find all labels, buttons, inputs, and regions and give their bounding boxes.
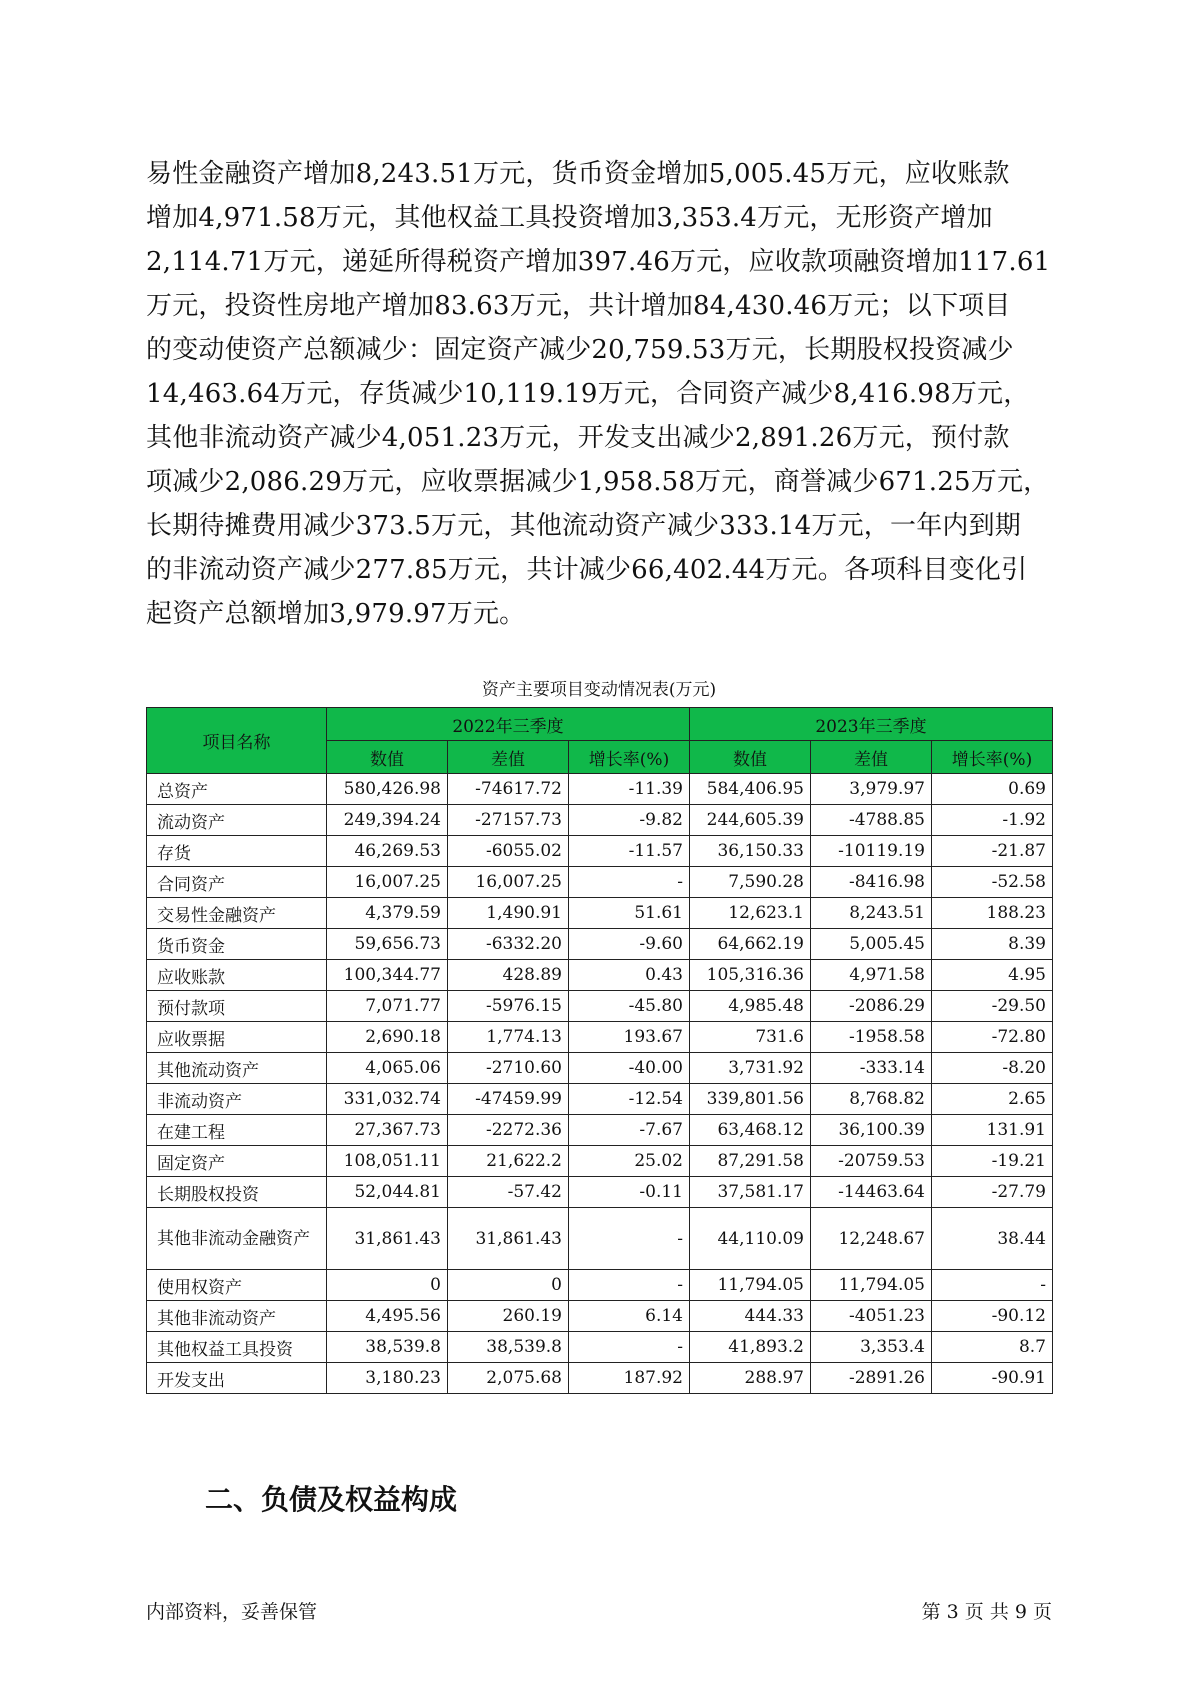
growth-2022-cell: -45.80: [569, 991, 690, 1022]
table-row: [147, 1022, 1053, 1053]
value-2022-cell: 331,032.74: [327, 1084, 448, 1115]
header-item-name: 项目名称: [147, 708, 327, 774]
diff-2022-cell: 1,490.91: [448, 898, 569, 929]
diff-2022-cell: -2710.60: [448, 1053, 569, 1084]
value-2023-cell: 4,985.48: [690, 991, 811, 1022]
diff-2023-cell: -14463.64: [811, 1177, 932, 1208]
value-2023-cell: 11,794.05: [690, 1270, 811, 1301]
item-name-cell: 预付款项: [147, 991, 327, 1022]
paragraph-line: 项减少2,086.29万元，应收票据减少1,958.58万元，商誉减少671.25万元，: [146, 467, 1050, 497]
table-row: [147, 1270, 1053, 1301]
value-2023-cell: 244,605.39: [690, 805, 811, 836]
value-2022-cell: 4,379.59: [327, 898, 448, 929]
value-2023-cell: 37,581.17: [690, 1177, 811, 1208]
diff-2023-cell: -10119.19: [811, 836, 932, 867]
value-2023-cell: 105,316.36: [690, 960, 811, 991]
item-name-cell: 流动资产: [147, 805, 327, 836]
growth-2023-cell: -29.50: [932, 991, 1053, 1022]
growth-2022-cell: -9.60: [569, 929, 690, 960]
diff-2023-cell: 8,243.51: [811, 898, 932, 929]
item-name-cell: 交易性金融资产: [147, 898, 327, 929]
table-row: [147, 1363, 1053, 1394]
value-2023-cell: 41,893.2: [690, 1332, 811, 1363]
value-2022-cell: 7,071.77: [327, 991, 448, 1022]
diff-2022-cell: -2272.36: [448, 1115, 569, 1146]
paragraph-line: 其他非流动资产减少4,051.23万元，开发支出减少2,891.26万元，预付款: [146, 423, 1010, 453]
item-name-cell: 应收票据: [147, 1022, 327, 1053]
table-header: [147, 708, 1053, 774]
diff-2023-cell: -1958.58: [811, 1022, 932, 1053]
value-2023-cell: 64,662.19: [690, 929, 811, 960]
value-2022-cell: 59,656.73: [327, 929, 448, 960]
growth-2023-cell: -27.79: [932, 1177, 1053, 1208]
table-row: [147, 960, 1053, 991]
diff-2022-cell: 1,774.13: [448, 1022, 569, 1053]
growth-2022-cell: 187.92: [569, 1363, 690, 1394]
value-2023-cell: 288.97: [690, 1363, 811, 1394]
growth-2023-cell: 38.44: [932, 1208, 1053, 1270]
table-row: [147, 1146, 1053, 1177]
growth-2022-cell: 6.14: [569, 1301, 690, 1332]
growth-2023-cell: -19.21: [932, 1146, 1053, 1177]
growth-2023-cell: -: [932, 1270, 1053, 1301]
growth-2022-cell: -: [569, 1270, 690, 1301]
paragraph-line: 2,114.71万元，递延所得税资产增加397.46万元，应收款项融资增加117.61: [146, 247, 1051, 277]
value-2023-cell: 444.33: [690, 1301, 811, 1332]
growth-2023-cell: -72.80: [932, 1022, 1053, 1053]
item-name-cell: 存货: [147, 836, 327, 867]
diff-2023-cell: -4051.23: [811, 1301, 932, 1332]
value-2023-cell: 584,406.95: [690, 774, 811, 805]
table-row: [147, 1084, 1053, 1115]
growth-2022-cell: -12.54: [569, 1084, 690, 1115]
paragraph-line: 易性金融资产增加8,243.51万元，货币资金增加5,005.45万元，应收账款: [146, 159, 1010, 189]
diff-2022-cell: -74617.72: [448, 774, 569, 805]
value-2022-cell: 249,394.24: [327, 805, 448, 836]
value-2022-cell: 100,344.77: [327, 960, 448, 991]
value-2022-cell: 52,044.81: [327, 1177, 448, 1208]
growth-2023-cell: 188.23: [932, 898, 1053, 929]
table-row: [147, 991, 1053, 1022]
table-row: [147, 805, 1053, 836]
header-value: 数值: [327, 741, 448, 774]
diff-2022-cell: 38,539.8: [448, 1332, 569, 1363]
item-name-cell: 应收账款: [147, 960, 327, 991]
diff-2023-cell: 3,353.4: [811, 1332, 932, 1363]
value-2022-cell: 31,861.43: [327, 1208, 448, 1270]
growth-2022-cell: 193.67: [569, 1022, 690, 1053]
item-name-cell: 货币资金: [147, 929, 327, 960]
header-value: 数值: [690, 741, 811, 774]
value-2023-cell: 731.6: [690, 1022, 811, 1053]
growth-2022-cell: 0.43: [569, 960, 690, 991]
diff-2023-cell: -20759.53: [811, 1146, 932, 1177]
diff-2022-cell: 0: [448, 1270, 569, 1301]
item-name-cell: 开发支出: [147, 1363, 327, 1394]
growth-2023-cell: -21.87: [932, 836, 1053, 867]
paragraph-line: 长期待摊费用减少373.5万元，其他流动资产减少333.14万元，一年内到期: [146, 511, 1022, 541]
growth-2023-cell: -52.58: [932, 867, 1053, 898]
growth-2023-cell: 8.39: [932, 929, 1053, 960]
diff-2023-cell: -333.14: [811, 1053, 932, 1084]
table-row: [147, 867, 1053, 898]
value-2022-cell: 580,426.98: [327, 774, 448, 805]
table-row: [147, 836, 1053, 867]
growth-2022-cell: -11.57: [569, 836, 690, 867]
diff-2022-cell: 260.19: [448, 1301, 569, 1332]
growth-2022-cell: -11.39: [569, 774, 690, 805]
value-2022-cell: 27,367.73: [327, 1115, 448, 1146]
item-name-cell: 使用权资产: [147, 1270, 327, 1301]
growth-2022-cell: -40.00: [569, 1053, 690, 1084]
diff-2023-cell: 5,005.45: [811, 929, 932, 960]
header-diff: 差值: [811, 741, 932, 774]
value-2022-cell: 108,051.11: [327, 1146, 448, 1177]
diff-2023-cell: 3,979.97: [811, 774, 932, 805]
growth-2022-cell: 51.61: [569, 898, 690, 929]
footer-confidential-note: 内部资料，妥善保管: [146, 1601, 318, 1623]
table-row: [147, 1177, 1053, 1208]
paragraph-line: 14,463.64万元，存货减少10,119.19万元，合同资产减少8,416.98万元，: [146, 379, 1030, 409]
diff-2022-cell: -57.42: [448, 1177, 569, 1208]
diff-2023-cell: -4788.85: [811, 805, 932, 836]
diff-2022-cell: -6332.20: [448, 929, 569, 960]
diff-2023-cell: -2086.29: [811, 991, 932, 1022]
diff-2022-cell: 31,861.43: [448, 1208, 569, 1270]
growth-2022-cell: 25.02: [569, 1146, 690, 1177]
growth-2023-cell: 0.69: [932, 774, 1053, 805]
diff-2023-cell: 36,100.39: [811, 1115, 932, 1146]
value-2023-cell: 36,150.33: [690, 836, 811, 867]
growth-2023-cell: 8.7: [932, 1332, 1053, 1363]
growth-2023-cell: 4.95: [932, 960, 1053, 991]
paragraph-line: 增加4,971.58万元，其他权益工具投资增加3,353.4万元，无形资产增加: [146, 203, 993, 233]
growth-2022-cell: -0.11: [569, 1177, 690, 1208]
table-caption: 资产主要项目变动情况表(万元): [481, 680, 717, 700]
value-2022-cell: 0: [327, 1270, 448, 1301]
paragraph-line: 的变动使资产总额减少：固定资产减少20,759.53万元，长期股权投资减少: [146, 335, 1014, 365]
diff-2022-cell: 2,075.68: [448, 1363, 569, 1394]
diff-2022-cell: -47459.99: [448, 1084, 569, 1115]
header-period-2022: 2022年三季度: [327, 708, 690, 741]
diff-2022-cell: -27157.73: [448, 805, 569, 836]
header-growth: 增长率(%): [569, 741, 690, 774]
value-2023-cell: 7,590.28: [690, 867, 811, 898]
value-2022-cell: 4,065.06: [327, 1053, 448, 1084]
growth-2023-cell: -90.91: [932, 1363, 1053, 1394]
diff-2023-cell: 11,794.05: [811, 1270, 932, 1301]
body-paragraph: [146, 152, 1051, 636]
table-row: [147, 774, 1053, 805]
growth-2023-cell: -90.12: [932, 1301, 1053, 1332]
section-title: 二、负债及权益构成: [205, 1483, 458, 1516]
growth-2023-cell: -8.20: [932, 1053, 1053, 1084]
header-diff: 差值: [448, 741, 569, 774]
growth-2022-cell: -: [569, 1332, 690, 1363]
diff-2022-cell: 16,007.25: [448, 867, 569, 898]
growth-2023-cell: 131.91: [932, 1115, 1053, 1146]
diff-2023-cell: 4,971.58: [811, 960, 932, 991]
table-body: [147, 774, 1053, 1394]
header-growth: 增长率(%): [932, 741, 1053, 774]
diff-2023-cell: 8,768.82: [811, 1084, 932, 1115]
paragraph-line: 的非流动资产减少277.85万元，共计减少66,402.44万元。各项科目变化引: [146, 555, 1028, 585]
item-name-cell: 其他流动资产: [147, 1053, 327, 1084]
diff-2022-cell: -5976.15: [448, 991, 569, 1022]
value-2022-cell: 46,269.53: [327, 836, 448, 867]
value-2022-cell: 4,495.56: [327, 1301, 448, 1332]
item-name-cell: 其他非流动金融资产: [147, 1208, 327, 1270]
table-row: [147, 898, 1053, 929]
diff-2023-cell: -2891.26: [811, 1363, 932, 1394]
item-name-cell: 长期股权投资: [147, 1177, 327, 1208]
value-2022-cell: 38,539.8: [327, 1332, 448, 1363]
item-name-cell: 合同资产: [147, 867, 327, 898]
item-name-cell: 固定资产: [147, 1146, 327, 1177]
diff-2022-cell: -6055.02: [448, 836, 569, 867]
value-2023-cell: 3,731.92: [690, 1053, 811, 1084]
footer-page-number: 第 3 页 共 9 页: [921, 1601, 1052, 1623]
value-2023-cell: 12,623.1: [690, 898, 811, 929]
growth-2023-cell: 2.65: [932, 1084, 1053, 1115]
table-row: [147, 1332, 1053, 1363]
item-name-cell: 其他权益工具投资: [147, 1332, 327, 1363]
item-name-cell: 总资产: [147, 774, 327, 805]
table-row: [147, 1115, 1053, 1146]
table-row: [147, 1208, 1053, 1270]
value-2023-cell: 63,468.12: [690, 1115, 811, 1146]
value-2023-cell: 44,110.09: [690, 1208, 811, 1270]
growth-2022-cell: -7.67: [569, 1115, 690, 1146]
growth-2022-cell: -9.82: [569, 805, 690, 836]
value-2022-cell: 16,007.25: [327, 867, 448, 898]
diff-2023-cell: 12,248.67: [811, 1208, 932, 1270]
paragraph-line: 万元，投资性房地产增加83.63万元，共计增加84,430.46万元；以下项目: [146, 291, 1011, 321]
paragraph-line: 起资产总额增加3,979.97万元。: [146, 599, 526, 629]
item-name-cell: 其他非流动资产: [147, 1301, 327, 1332]
item-name-cell: 非流动资产: [147, 1084, 327, 1115]
value-2022-cell: 3,180.23: [327, 1363, 448, 1394]
table-row: [147, 929, 1053, 960]
asset-changes-table: [146, 707, 1053, 1394]
header-period-2023: 2023年三季度: [690, 708, 1053, 741]
growth-2022-cell: -: [569, 1208, 690, 1270]
value-2023-cell: 339,801.56: [690, 1084, 811, 1115]
table-row: [147, 1301, 1053, 1332]
table-row: [147, 1053, 1053, 1084]
diff-2022-cell: 428.89: [448, 960, 569, 991]
diff-2022-cell: 21,622.2: [448, 1146, 569, 1177]
item-name-cell: 在建工程: [147, 1115, 327, 1146]
value-2022-cell: 2,690.18: [327, 1022, 448, 1053]
diff-2023-cell: -8416.98: [811, 867, 932, 898]
value-2023-cell: 87,291.58: [690, 1146, 811, 1177]
growth-2023-cell: -1.92: [932, 805, 1053, 836]
growth-2022-cell: -: [569, 867, 690, 898]
